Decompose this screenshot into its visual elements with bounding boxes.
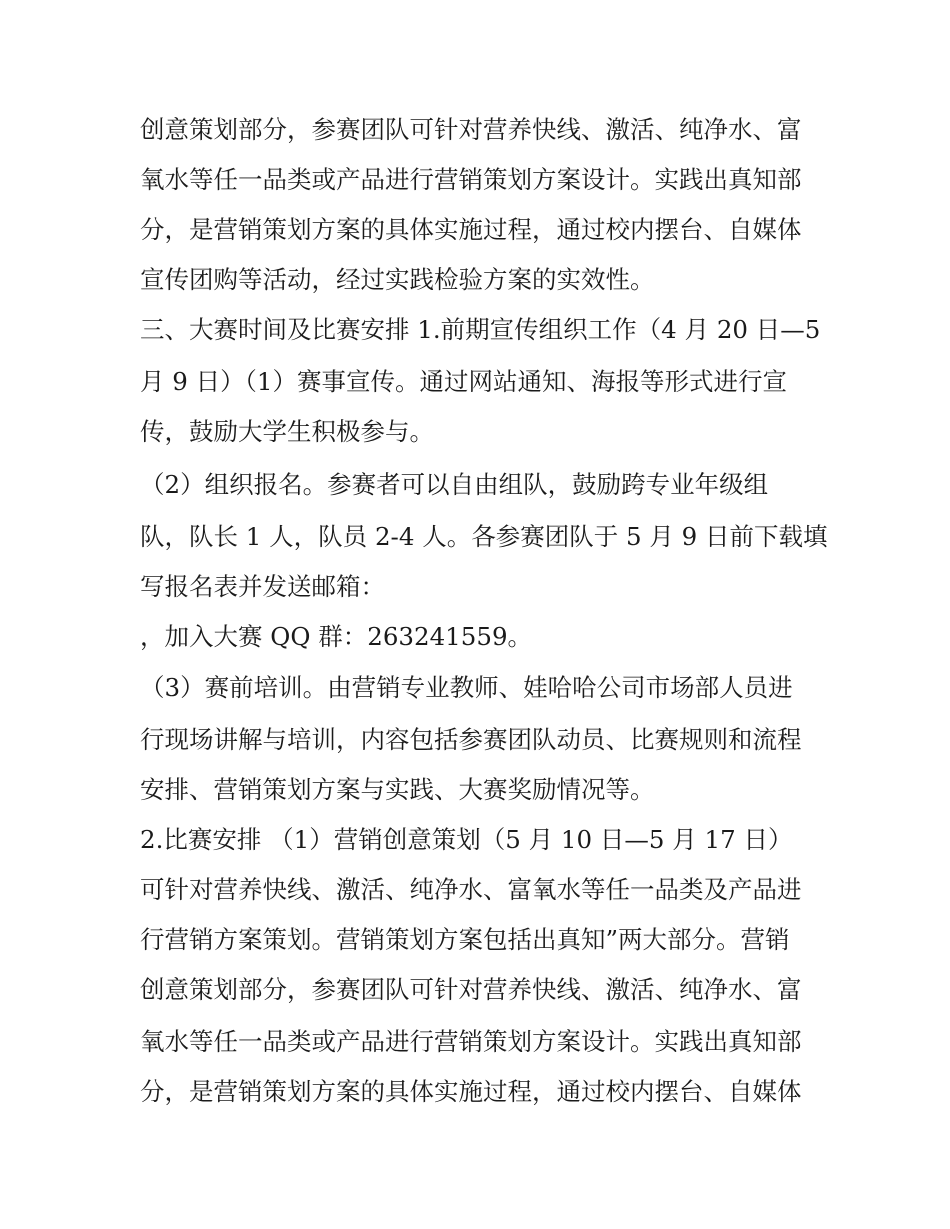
text-line: 行营销方案策划。营销策划方案包括出真知”两大部分。营销 (140, 925, 790, 954)
text-line: 分，是营销策划方案的具体实施过程，通过校内摆台、自媒体 (140, 215, 802, 244)
text-line: （2）组织报名。参赛者可以自由组队，鼓励跨专业年级组 (140, 470, 769, 499)
text-line: ，加入大赛 QQ 群：263241559。 (140, 622, 533, 651)
text-line: 宣传团购等活动，经过实践检验方案的实效性。 (140, 265, 655, 294)
text-line: 氧水等任一品类或产品进行营销策划方案设计。实践出真知部 (140, 165, 802, 194)
text-line: 月 9 日）（1）赛事宣传。通过网站通知、海报等形式进行宣 (140, 367, 787, 396)
text-line: 行现场讲解与培训，内容包括参赛团队动员、比赛规则和流程 (140, 725, 802, 754)
text-line: 可针对营养快线、激活、纯净水、富氧水等任一品类及产品进 (140, 875, 802, 904)
text-line: 三、大赛时间及比赛安排 1.前期宣传组织工作（4 月 20 日—5 (140, 315, 821, 344)
text-line: （3）赛前培训。由营销专业教师、娃哈哈公司市场部人员进 (140, 673, 793, 702)
text-line: 传，鼓励大学生积极参与。 (140, 417, 434, 446)
text-line: 2.比赛安排 （1）营销创意策划（5 月 10 日—5 月 17 日） (140, 825, 793, 854)
text-line: 分，是营销策划方案的具体实施过程，通过校内摆台、自媒体 (140, 1077, 802, 1106)
text-line: 创意策划部分，参赛团队可针对营养快线、激活、纯净水、富 (140, 975, 802, 1004)
text-line: 氧水等任一品类或产品进行营销策划方案设计。实践出真知部 (140, 1027, 802, 1056)
text-line: 队，队长 1 人，队员 2-4 人。各参赛团队于 5 月 9 日前下载填 (140, 522, 828, 551)
text-line: 安排、营销策划方案与实践、大赛奖励情况等。 (140, 775, 655, 804)
text-line: 创意策划部分，参赛团队可针对营养快线、激活、纯净水、富 (140, 115, 802, 144)
text-line: 写报名表并发送邮箱： (140, 572, 385, 601)
